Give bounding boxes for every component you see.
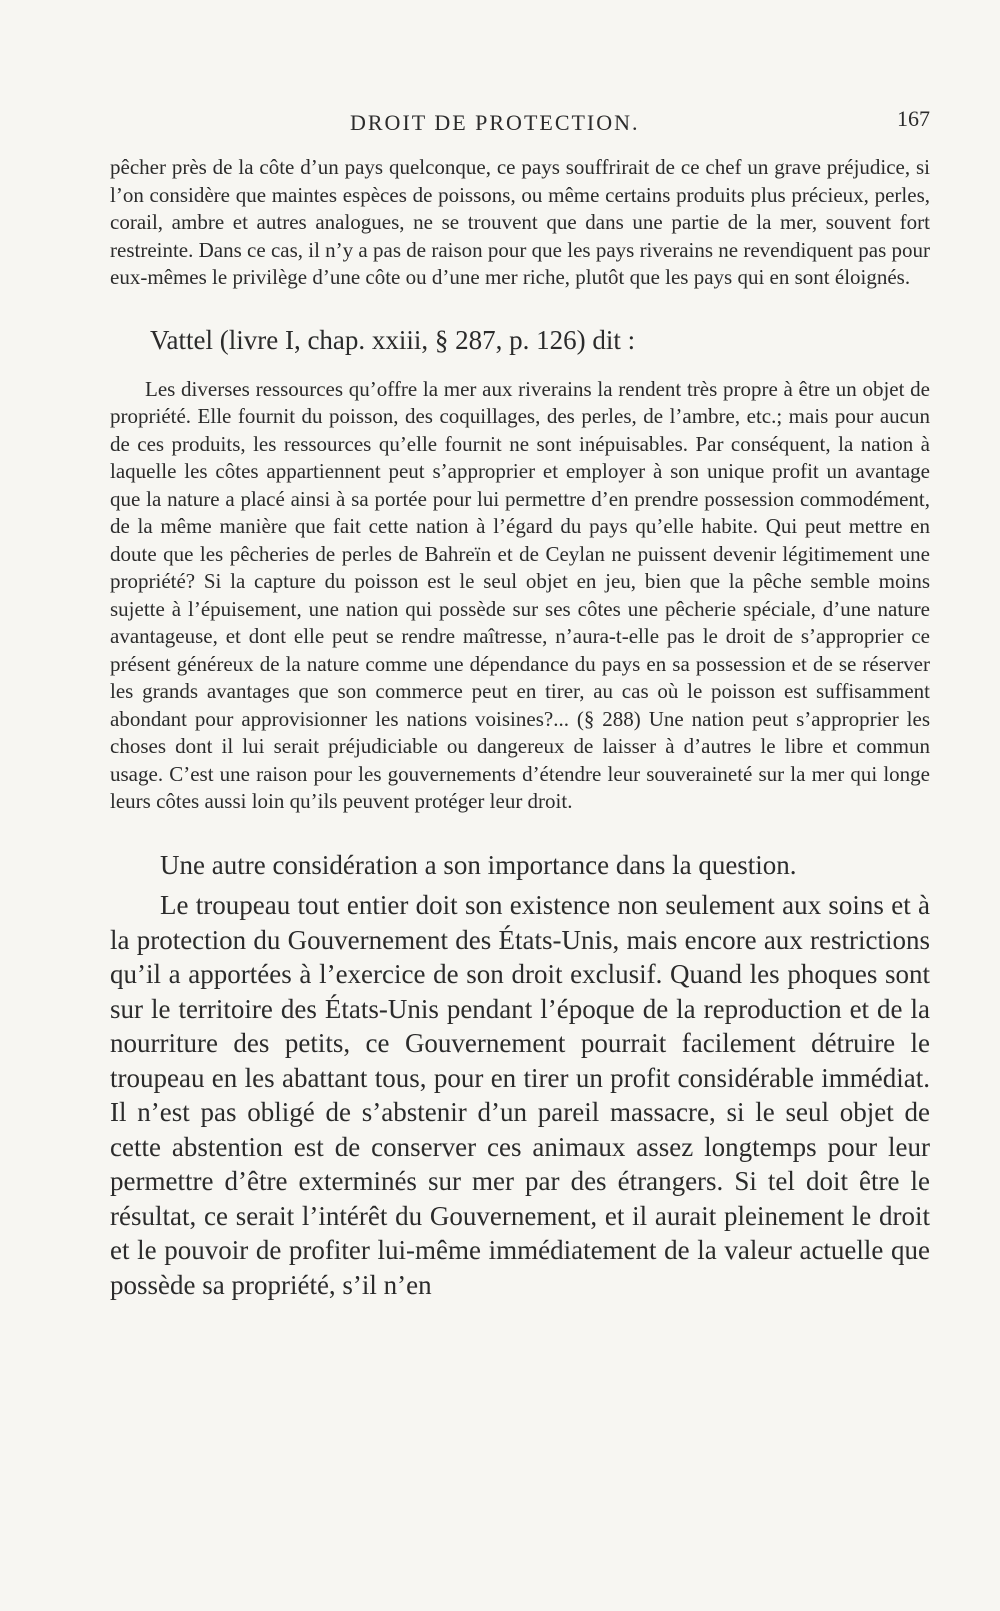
block-quote — [110, 376, 930, 816]
intro-section — [110, 154, 930, 292]
intro-paragraph: pêcher près de la côte d’un pays quelconque, ce pays souffrirait de ce chef un grave préjudice, si l’on considère que maintes espèces de poissons, ou même certains produits plus précieux, perles, corail, ambre et autres analogues, ne se trouvent que dans une partie de la mer, souvent fort restreinte. Dans ce cas, il n’y a pas de raison pour que les pays riverains ne revendiquent pas pour eux-mêmes le privilège d’une côte ou d’une mer riche, plutôt que les pays qui en sont éloignés. — [110, 155, 930, 290]
running-head: DROIT DE PROTECTION. — [350, 110, 640, 135]
quote-paragraph: Les diverses ressources qu’offre la mer aux riverains la rendent très propre à être un objet de propriété. Elle fournit du poisson, des coquillages, des perles, de l’ambre, etc.; mais pour aucun de ces produits, les ressources qu’elle fournit ne sont inépuisables. Par conséquent, la nation à laquelle les côtes appartiennent peut s’approprier et employer à son unique profit un avantage que la nature a placé ainsi à sa portée pour lui permettre d’en prendre possession commodément, de la même manière que fait cette nation à l’égard du pays qu’elle habite. Qui peut mettre en doute que les pêcheries de perles de Bahreïn et de Ceylan ne puissent devenir légitimement une propriété? Si la capture du poisson est le seul objet en jeu, bien que la pêche semble moins sujette à l’épuisement, une nation qui possède sur ses côtes une pêcherie spéciale, d’une nature avantageuse, et dont elle peut se rendre maîtresse, n’aura-t-elle pas le droit de s’approprier ce présent généreux de la nature comme une dépendance du pays en sa possession et de se réserver les grands avantages que son commerce peut en tirer, au cas où le poisson est suffisamment abondant pour approvisionner les nations voisines?... (§ 288) Une nation peut s’approprier les choses dont il lui serait préjudiciable ou dangereux de laisser à d’autres le libre et commun usage. C’est une raison pour les gouvernements d’étendre leur souveraineté sur la mer qui longe leurs côtes aussi loin qu’ils peuvent protéger leur droit. — [110, 376, 930, 814]
main-paragraph: Le troupeau tout entier doit son existence non seulement aux soins et à la protection du Gouvernement des États-Unis, mais encore aux restrictions qu’il a apportées à l’exercice de son droit exclusif. Quand les phoques sont sur le territoire des États-Unis pendant l’époque de la reproduction et de la nourriture des petits, ce Gouvernement pourrait facilement détruire le troupeau en les abattant tous, pour en tirer un profit considérable immédiat. Il n’est pas obligé de s’abstenir d’un pareil massacre, si le seul objet de cette abstention est de conserver ces animaux assez longtemps pour leur permettre d’être exterminés sur mer par des étrangers. Si tel doit être le résultat, ce serait l’intérêt du Gouvernement, et il aurait pleinement le droit et le pouvoir de profiter lui-même immédiatement de la valeur actuelle que possède sa propriété, s’il n’en — [110, 890, 930, 1300]
main-section — [110, 848, 930, 1303]
page-header — [110, 100, 930, 140]
page-number: 167 — [897, 106, 930, 131]
consideration-paragraph: Une autre considération a son importance dans la question. — [160, 849, 797, 880]
citation-heading: Vattel (livre I, chap. xxiii, § 287, p. 126) dit : — [150, 324, 636, 355]
